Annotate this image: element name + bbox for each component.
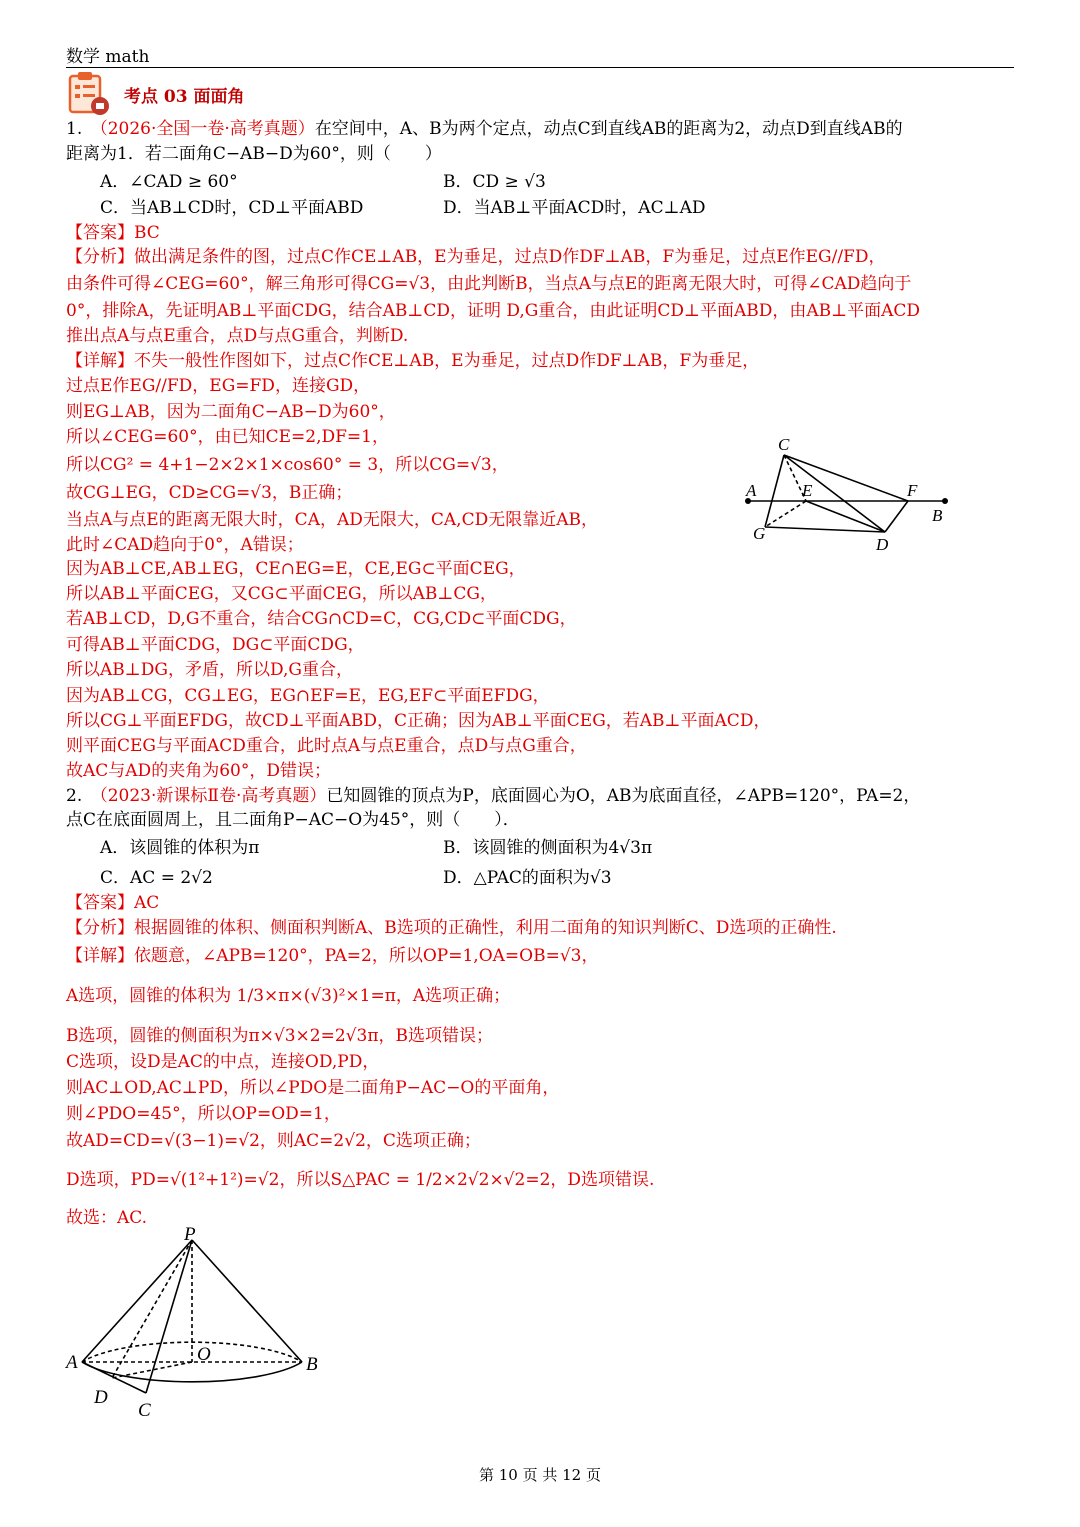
fig1-label-d: D bbox=[876, 535, 889, 554]
q1-stem-1: 在空间中，A、B为两个定点，动点C到直线AB的距离为2，动点D到直线AB的 bbox=[314, 119, 903, 139]
fig2-label-o: O bbox=[197, 1344, 211, 1365]
page-footer: 第 10 页 共 12 页 bbox=[478, 1466, 601, 1484]
q1-detail-line: 因为AB⊥CE,AB⊥EG，CE∩EG=E，CE,EG⊂平面CEG， bbox=[66, 559, 526, 579]
fig2-label-a: A bbox=[66, 1352, 78, 1373]
page-header: 数学 math bbox=[66, 47, 150, 67]
q1-analysis-line: 0°，排除A，先证明AB⊥平面CDG，结合AB⊥CD，证明 D,G重合，由此证明CD⊥平面ABD，由AB⊥平面ACD bbox=[66, 301, 921, 321]
q1-detail-line: 若AB⊥CD，D,G不重合，结合CG∩CD=C，CG,CD⊂平面CDG， bbox=[66, 609, 577, 629]
q1-detail-line: 此时∠CAD趋向于0°，A错误； bbox=[66, 535, 304, 555]
q2-stem-2: 点C在底面圆周上，且二面角P−AC−O为45°，则（ ）． bbox=[66, 810, 520, 830]
q1-detail-line: 所以AB⊥平面CEG，又CG⊂平面CEG，所以AB⊥CG， bbox=[66, 584, 497, 604]
q1-analysis-line: 推出点A与点E重合，点D与点G重合，判断D. bbox=[66, 326, 409, 346]
q1-detail-line: 故CG⊥EG，CD≥CG=√3，B正确； bbox=[66, 483, 353, 503]
q1-detail-line: 所以AB⊥DG，矛盾，所以D,G重合， bbox=[66, 660, 353, 680]
q2-detail-line: 则AC⊥OD,AC⊥PD，所以∠PDO是二面角P−AC−O的平面角， bbox=[66, 1078, 560, 1098]
fig1-label-g: G bbox=[753, 524, 766, 543]
q1-analysis-line: 【分析】做出满足条件的图，过点C作CE⊥AB，E为垂足，过点D作DF⊥AB，F为垂足，过点E作EG//FD， bbox=[66, 247, 886, 267]
q1-answer: 【答案】BC bbox=[66, 223, 160, 243]
q2-option-a: A．该圆锥的体积为π bbox=[100, 838, 260, 858]
fig2-label-b: B bbox=[306, 1354, 318, 1375]
clipboard-icon bbox=[66, 70, 112, 116]
q2-detail-line: 则∠PDO=45°，所以OP=OD=1， bbox=[66, 1104, 341, 1124]
q2-detail-line: A选项，圆锥的体积为 1/3×π×(√3)²×1=π，A选项正确； bbox=[66, 986, 511, 1006]
q1-source: （2026·全国一卷·高考真题） bbox=[99, 119, 315, 139]
q2-cone-figure bbox=[62, 1226, 332, 1422]
fig2-label-p: P bbox=[184, 1226, 196, 1245]
header-rule bbox=[66, 67, 1014, 68]
fig1-label-b: B bbox=[932, 506, 943, 525]
q1-detail-line: 【详解】不失一般性作图如下，过点C作CE⊥AB，E为垂足，过点D作DF⊥AB，F为垂足， bbox=[66, 351, 760, 371]
fig1-label-e: E bbox=[802, 481, 813, 500]
q2-option-d: D．△PAC的面积为√3 bbox=[443, 868, 612, 888]
fig1-label-c: C bbox=[778, 435, 790, 454]
q1-option-c: C．当AB⊥CD时，CD⊥平面ABD bbox=[100, 198, 364, 218]
q2-option-c: C．AC = 2√2 bbox=[100, 868, 213, 888]
q1-detail-line: 则EG⊥AB，因为二面角C−AB−D为60°， bbox=[66, 402, 396, 422]
q2-detail-line: 故AD=CD=√(3−1)=√2，则AC=2√2，C选项正确； bbox=[66, 1131, 481, 1151]
q2-stem-1: 已知圆锥的顶点为P，底面圆心为O，AB为底面直径，∠APB=120°，PA=2， bbox=[326, 786, 921, 806]
q1-option-a: A．∠CAD ≥ 60° bbox=[100, 172, 238, 192]
q1-option-b: B．CD ≥ √3 bbox=[443, 172, 546, 192]
q1-detail-line: 因为AB⊥CG，CG⊥EG，EG∩EF=E，EG,EF⊂平面EFDG， bbox=[66, 686, 550, 706]
q2-source: （2023·新课标Ⅱ卷·高考真题） bbox=[99, 786, 327, 806]
q1-detail-line: 故AC与AD的夹角为60°，D错误； bbox=[66, 761, 331, 781]
q1-geometry-figure bbox=[740, 434, 955, 556]
q1-option-d: D．当AB⊥平面ACD时，AC⊥AD bbox=[443, 198, 706, 218]
q2-detail-line: 故选：AC. bbox=[66, 1208, 148, 1228]
q1-detail-line: 所以CG⊥平面EFDG，故CD⊥平面ABD，C正确；因为AB⊥平面CEG，若AB⊥平面ACD， bbox=[66, 711, 771, 731]
q2-detail-line: 【详解】依题意，∠APB=120°，PA=2，所以OP=1,OA=OB=√3， bbox=[66, 946, 599, 966]
q1-detail-line: 则平面CEG与平面ACD重合，此时点A与点E重合，点D与点G重合， bbox=[66, 736, 587, 756]
section-title: 考点 03 面面角 bbox=[124, 87, 245, 107]
q2-stem-line-1: 2. （2023·新课标Ⅱ卷·高考真题）已知圆锥的顶点为P，底面圆心为O，AB为底面直径，∠APB=120°，PA=2， bbox=[66, 786, 921, 806]
q2-detail-line: C选项，设D是AC的中点，连接OD,PD， bbox=[66, 1052, 380, 1072]
q1-analysis-line: 由条件可得∠CEG=60°，解三角形可得CG=√3，由此判断B，当点A与点E的距离无限大时，可得∠CAD趋向于 bbox=[66, 274, 912, 294]
q1-stem-2: 距离为1．若二面角C−AB−D为60°，则（ ） bbox=[66, 144, 442, 164]
q2-answer: 【答案】AC bbox=[66, 893, 160, 913]
q1-detail-line: 当点A与点E的距离无限大时，CA，AD无限大，CA,CD无限靠近AB， bbox=[66, 510, 598, 530]
fig1-label-f: F bbox=[907, 481, 918, 500]
q2-option-b: B．该圆锥的侧面积为4√3π bbox=[443, 838, 653, 858]
q1-detail-line: 过点E作EG//FD，EG=FD，连接GD， bbox=[66, 376, 371, 396]
fig2-label-d: D bbox=[94, 1387, 108, 1408]
q1-stem-line-1: 1. （2026·全国一卷·高考真题）在空间中，A、B为两个定点，动点C到直线AB的距离为2，动点D到直线AB的 bbox=[66, 119, 903, 139]
q2-analysis: 【分析】根据圆锥的体积、侧面积判断A、B选项的正确性，利用二面角的知识判断C、D选项的正确性. bbox=[66, 918, 837, 938]
fig1-label-a: A bbox=[746, 481, 757, 500]
q1-detail-line: 所以CG² = 4+1−2×2×1×cos60° = 3，所以CG=√3， bbox=[66, 455, 509, 475]
q2-detail-line: B选项，圆锥的侧面积为π×√3×2=2√3π，B选项错误； bbox=[66, 1026, 493, 1046]
q2-detail-line: D选项，PD=√(1²+1²)=√2，所以S△PAC = 1/2×2√2×√2=2，D选项错误. bbox=[66, 1170, 655, 1190]
q1-detail-line: 可得AB⊥平面CDG，DG⊂平面CDG， bbox=[66, 635, 365, 655]
q1-detail-line: 所以∠CEG=60°，由已知CE=2,DF=1， bbox=[66, 427, 389, 447]
fig2-label-c: C bbox=[138, 1400, 151, 1421]
